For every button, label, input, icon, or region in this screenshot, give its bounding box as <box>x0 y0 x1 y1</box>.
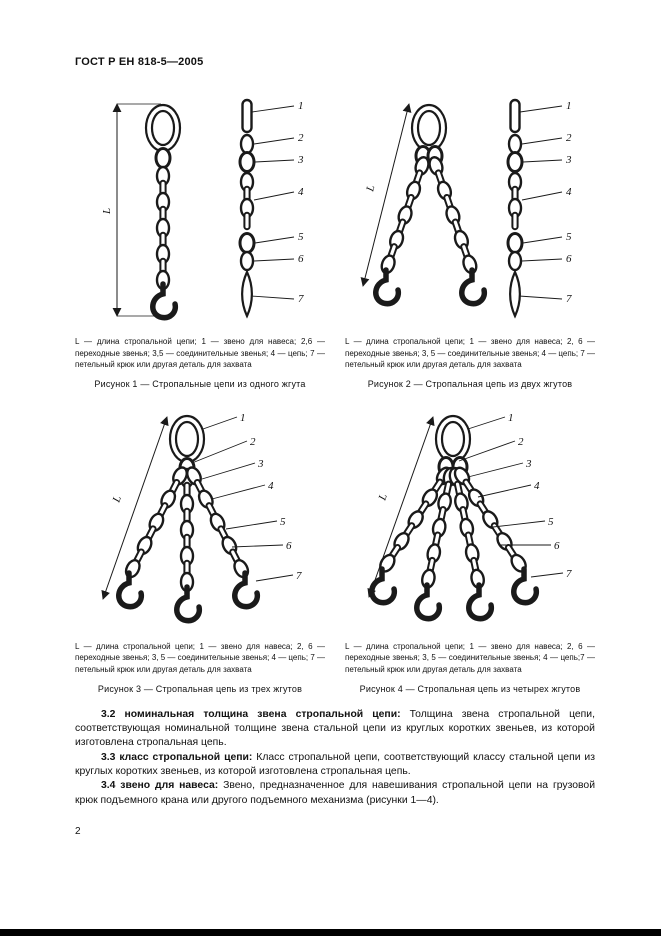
chain-leg <box>427 156 478 275</box>
definition-3-4: Звено, предназначенное для навешивания стропальной цепи на грузовой крюк подъемного крана или другого подъемного механизма (рисунки 1—4). <box>75 780 595 806</box>
chain-sling-four-leg <box>372 416 537 619</box>
hook-icon <box>153 284 176 318</box>
figure-3 <box>75 405 325 694</box>
page-number: 2 <box>75 826 81 838</box>
connecting-link-icon <box>156 149 170 168</box>
figure-4 <box>345 405 595 694</box>
callout-3: 3 <box>258 457 264 470</box>
figure-1-caption: Рисунок 1 — Стропальные цепи из одного жгута <box>94 378 306 389</box>
figures-grid <box>75 88 595 694</box>
chain-sling-three-leg <box>119 416 258 621</box>
chain-leg <box>185 465 251 579</box>
chain-sling-two-leg <box>376 105 485 304</box>
figure-1 <box>75 88 325 389</box>
figure-3-caption: Рисунок 3 — Стропальная цепь из трех жгутов <box>97 683 303 694</box>
callout-4: 4 <box>298 186 304 198</box>
callout-2: 2 <box>518 435 524 448</box>
callouts <box>240 412 302 582</box>
hook-icon <box>372 569 395 603</box>
term-3-3: 3.3 класс стропальной цепи: <box>101 751 253 763</box>
term-3-4: 3.4 звено для навеса: <box>101 780 219 792</box>
master-link-icon <box>436 416 470 462</box>
master-link-icon <box>170 416 204 462</box>
callout-3: 3 <box>298 154 304 166</box>
hook-icon <box>119 573 142 607</box>
paragraph-3-3 <box>75 751 595 780</box>
callout-2: 2 <box>298 132 304 144</box>
master-link-icon <box>412 105 446 151</box>
dim-label: L <box>101 207 113 214</box>
callout-6: 6 <box>554 539 560 552</box>
chain-leg <box>123 465 189 579</box>
hook-icon <box>462 270 485 304</box>
dim-label: L <box>376 492 390 502</box>
callout-7: 7 <box>566 567 572 580</box>
master-link-icon <box>146 105 180 151</box>
dim-label: L <box>364 183 378 193</box>
figure-2 <box>345 88 595 389</box>
callout-6: 6 <box>566 253 572 265</box>
definitions-section <box>75 708 595 809</box>
callout-1: 1 <box>240 411 246 424</box>
callout-7: 7 <box>566 293 572 305</box>
definition-3-2: Толщина звена стропальной цепи, соответствующая номинальной толщине звена стальной цепи из круглых коротких звеньев, из которой изготовлена стропальная цепь. <box>75 708 595 749</box>
figure-3-legend: L — длина стропальной цепи; 1 — звено для навеса; 2, 6 — переходные звенья; 3, 5 — соединительные звенья; 4 — цепь; 7 — петельный крюк или другая деталь для захвата <box>75 641 325 674</box>
callout-5: 5 <box>298 231 304 243</box>
callout-4: 4 <box>268 479 274 492</box>
callout-7: 7 <box>298 293 304 305</box>
chain-leg <box>157 167 169 275</box>
callout-6: 6 <box>286 539 292 552</box>
callout-7: 7 <box>296 569 302 582</box>
page-bottom-edge <box>0 929 661 936</box>
callout-3: 3 <box>526 457 532 470</box>
paragraph-3-2 <box>75 708 595 751</box>
figure-2-drawing <box>345 88 595 328</box>
doc-number: ГОСТ Р ЕН 818-5—2005 <box>75 56 204 68</box>
hook-icon <box>177 587 200 621</box>
figure-2-legend: L — длина стропальной цепи; 1 — звено для навеса; 2, 6 — переходные звенья; 3, 5 — соединительные звенья; 4 — цепь; 7 — петельный крюк или другая деталь для захвата <box>345 337 595 370</box>
callout-6: 6 <box>298 253 304 265</box>
figure-1-drawing <box>75 88 325 328</box>
callout-3: 3 <box>566 154 572 166</box>
component-column <box>508 100 572 316</box>
figure-4-drawing <box>345 405 595 633</box>
hook-icon <box>235 573 258 607</box>
hook-icon <box>514 569 537 603</box>
chain-leg <box>181 469 193 591</box>
hook-icon <box>376 270 399 304</box>
callout-5: 5 <box>548 515 554 528</box>
callout-1: 1 <box>566 100 572 112</box>
callout-5: 5 <box>280 515 286 528</box>
callout-4: 4 <box>566 186 572 198</box>
dim-label: L <box>110 493 124 504</box>
definition-3-3: Класс стропальной цепи, соответствующий классу стальной цепи из круглых коротких звеньев, из которой изготовлена стропальная цепь. <box>75 751 595 777</box>
figure-1-legend: L — длина стропальной цепи; 1 — звено для навеса; 2,6 — переходные звенья; 3,5 — соединительные звенья; 4 — цепь; 7 — петельный крюк или другая деталь для захвата <box>75 337 325 370</box>
figure-2-caption: Рисунок 2 — Стропальная цепь из двух жгутов <box>367 378 573 389</box>
figure-4-legend: L — длина стропальной цепи; 1 — звено для навеса; 2, 6 — переходные звенья; 3, 5 — соединительные звенья; 4 — цепь;7 — петельный крюк или другая деталь для захвата <box>345 641 595 674</box>
hook-icon <box>417 585 440 619</box>
chain-sling-single <box>146 105 180 318</box>
figure-3-drawing <box>75 405 325 633</box>
dimension-line <box>101 104 161 316</box>
term-3-2: 3.2 номинальная толщина звена стропальной цепи: <box>101 708 401 720</box>
callout-5: 5 <box>566 231 572 243</box>
paragraph-3-4 <box>75 779 595 808</box>
figure-4-caption: Рисунок 4 — Стропальная цепь из четырех жгутов <box>359 683 581 694</box>
hook-icon <box>469 585 492 619</box>
callout-2: 2 <box>566 132 572 144</box>
component-column <box>240 100 304 316</box>
callout-4: 4 <box>534 479 540 492</box>
callout-2: 2 <box>250 435 256 448</box>
callout-1: 1 <box>298 100 304 112</box>
callout-1: 1 <box>508 411 514 424</box>
chain-leg <box>380 156 431 275</box>
